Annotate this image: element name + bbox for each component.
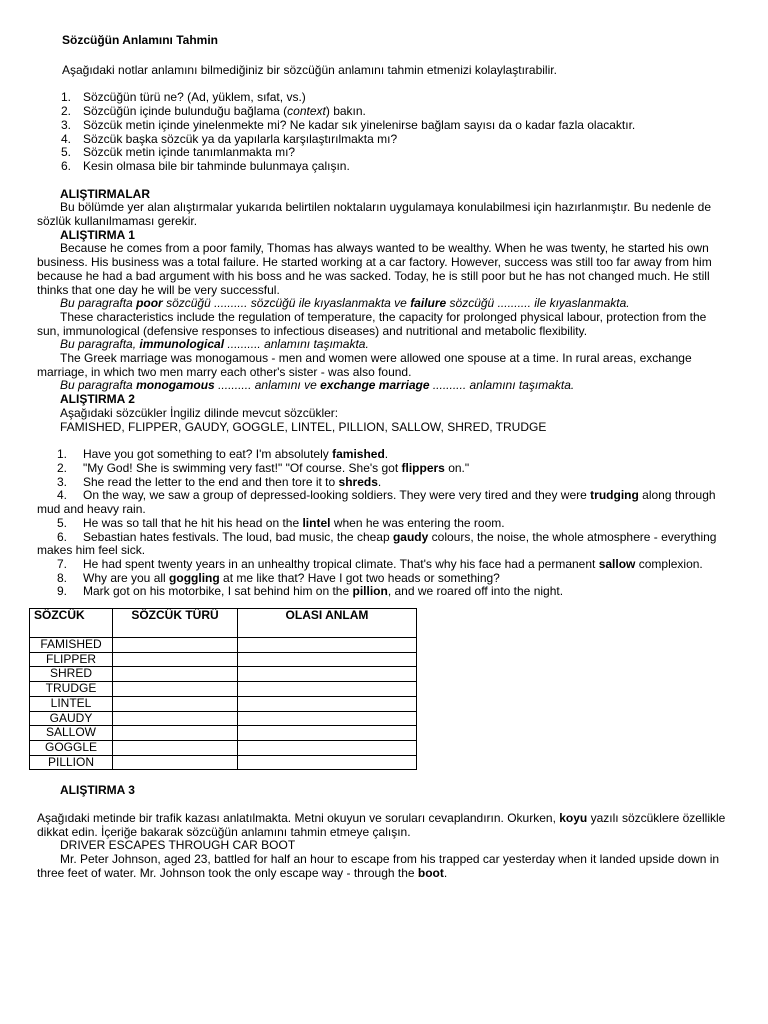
article-headline: DRIVER ESCAPES THROUGH CAR BOOT	[60, 838, 296, 853]
meaning-cell[interactable]	[238, 696, 417, 711]
table-row	[30, 667, 417, 682]
list-item: 5. He was so tall that he hit his head on the lintel when he was entering the room.	[57, 515, 505, 530]
type-cell[interactable]	[113, 711, 238, 726]
list-item: 2. Sözcüğün içinde bulunduğu bağlama (context) bakın.	[60, 104, 366, 119]
exercise-1-paragraph-3: The Greek marriage was monogamous - men and women were allowed one spouse at a time. In rural areas, exchange marriage, in which two men marry each other's sister - was also found.	[37, 351, 692, 379]
meaning-cell[interactable]	[238, 740, 417, 755]
exercise-1-paragraph-1: Because he comes from a poor family, Thomas has always wanted to be wealthy. When he was twenty, he started his own business. His business was a total failure. He started working at a car factory. However, success was still too far away from him because he had a bad argument with his boss and he was sacked. Today, he is still poor but he has not changed much. He still thinks that one day he will be very successful.	[37, 241, 712, 297]
vocabulary-table	[29, 608, 417, 770]
meaning-cell[interactable]	[238, 755, 417, 770]
section-heading-exercise-1: ALIŞTIRMA 1	[60, 227, 135, 242]
exercise-2-sentences	[37, 448, 731, 599]
exercise-2-intro: Aşağıdaki sözcükler İngiliz dilinde mevcut sözcükler:	[60, 405, 339, 420]
list-item: 2. "My God! She is swimming very fast!" "Of course. She's got flippers on."	[57, 460, 470, 475]
exercise-2-word-list: FAMISHED, FLIPPER, GAUDY, GOGGLE, LINTEL, PILLION, SALLOW, SHRED, TRUDGE	[60, 419, 547, 434]
word-cell: SALLOW	[30, 726, 113, 741]
column-header-word: SÖZCÜK	[30, 609, 113, 638]
list-item: 3. Sözcük metin içinde yinelenmekte mi? Ne kadar sık yinelenirse bağlam sayısı da o kadar fazla olacaktır.	[60, 117, 636, 132]
word-cell: LINTEL	[30, 696, 113, 711]
table-header-row	[30, 609, 417, 638]
table-row	[30, 726, 417, 741]
table-row	[30, 755, 417, 770]
meaning-cell[interactable]	[238, 726, 417, 741]
list-item: 6. Sebastian hates festivals. The loud, bad music, the cheap gaudy colours, the noise, the whole atmosphere - everything makes him feel sick.	[37, 529, 717, 558]
table-row	[30, 682, 417, 697]
type-cell[interactable]	[113, 682, 238, 697]
word-cell: SHRED	[30, 667, 113, 682]
list-item: 5. Sözcük metin içinde tanımlanmakta mı?	[60, 145, 296, 160]
column-header-type: SÖZCÜK TÜRÜ	[113, 609, 238, 638]
meaning-cell[interactable]	[238, 638, 417, 653]
meaning-cell[interactable]	[238, 682, 417, 697]
intro-paragraph: Aşağıdaki notlar anlamını bilmediğiniz bir sözcüğün anlamını tahmin etmenizi kolaylaştırabilir.	[62, 62, 557, 77]
type-cell[interactable]	[113, 740, 238, 755]
type-cell[interactable]	[113, 755, 238, 770]
list-item: 9. Mark got on his motorbike, I sat behind him on the pillion, and we roared off into the night.	[57, 584, 564, 599]
word-cell: TRUDGE	[30, 682, 113, 697]
list-item: 4. On the way, we saw a group of depressed-looking soldiers. They were very tired and they were trudging along through mud and heavy rain.	[37, 488, 716, 517]
table-row	[30, 638, 417, 653]
column-header-meaning: OLASI ANLAM	[238, 609, 417, 638]
table-row	[30, 652, 417, 667]
list-item: 4. Sözcük başka sözcük ya da yapılarla karşılaştırılmakta mı?	[60, 131, 398, 146]
page-title: Sözcüğün Anlamını Tahmin	[62, 33, 218, 47]
article-text: Mr. Peter Johnson, aged 23, battled for half an hour to escape from his trapped car yesterday when it landed upside down in three feet of water. Mr. Johnson took the only escape way - through the boot.	[37, 852, 720, 880]
meaning-cell[interactable]	[238, 711, 417, 726]
exercise-3-intro: Aşağıdaki metinde bir trafik kazası anlatılmakta. Metni okuyun ve soruları cevaplandırın. Okurken, koyu yazılı sözcüklere özellikle dikkat edin. İçeriğe bakarak sözcüğün anlamını tahmin etmeye çalışın.	[37, 811, 726, 839]
exercise-1-question-3: Bu paragrafta monogamous .......... anlamını ve exchange marriage .......... anlamını taşımakta.	[60, 378, 575, 393]
type-cell[interactable]	[113, 667, 238, 682]
type-cell[interactable]	[113, 638, 238, 653]
type-cell[interactable]	[113, 696, 238, 711]
word-cell: FAMISHED	[30, 638, 113, 653]
document-page	[34, 33, 731, 881]
section-heading-exercise-2: ALIŞTIRMA 2	[60, 392, 135, 407]
meaning-cell[interactable]	[238, 652, 417, 667]
notes-list	[37, 91, 731, 173]
type-cell[interactable]	[113, 726, 238, 741]
table-row	[30, 696, 417, 711]
word-cell: PILLION	[30, 755, 113, 770]
table-row	[30, 740, 417, 755]
list-item: 8. Why are you all goggling at me like that? Have I got two heads or something?	[57, 570, 500, 585]
exercise-1-question-2: Bu paragrafta, immunological .......... anlamını taşımakta.	[60, 337, 369, 352]
list-item: 6. Kesin olmasa bile bir tahminde bulunmaya çalışın.	[60, 158, 350, 173]
table-row	[30, 711, 417, 726]
list-item: 1. Sözcüğün türü ne? (Ad, yüklem, sıfat, vs.)	[60, 90, 306, 105]
section-heading-exercise-3: ALIŞTIRMA 3	[60, 783, 135, 798]
word-cell: FLIPPER	[30, 652, 113, 667]
word-cell: GOGGLE	[30, 740, 113, 755]
section-heading-alistirmalar: ALIŞTIRMALAR	[60, 186, 150, 201]
list-item: 7. He had spent twenty years in an unhealthy tropical climate. That's why his face had a permanent sallow complexion.	[57, 556, 703, 571]
exercise-1-paragraph-2: These characteristics include the regulation of temperature, the capacity for prolonged physical labour, protection from the sun, immunological (defensive responses to infectious diseases) and nutritional and metabolic flexibility.	[37, 309, 707, 338]
exercise-1-question-1: Bu paragrafta poor sözcüğü .......... sözcüğü ile kıyaslanmakta ve failure sözcüğü .......... ile kıyaslanmakta.	[60, 296, 630, 311]
list-item: 1. Have you got something to eat? I'm absolutely famished.	[57, 447, 389, 462]
list-item: 3. She read the letter to the end and then tore it to shreds.	[57, 474, 382, 489]
alistirmalar-paragraph: Bu bölümde yer alan alıştırmalar yukarıda belirtilen noktaların uygulamaya konulabilmesi için hazırlanmıştır. Bu nedenle de sözlük kullanılmaması gerekir.	[37, 200, 712, 229]
type-cell[interactable]	[113, 652, 238, 667]
word-cell: GAUDY	[30, 711, 113, 726]
meaning-cell[interactable]	[238, 667, 417, 682]
